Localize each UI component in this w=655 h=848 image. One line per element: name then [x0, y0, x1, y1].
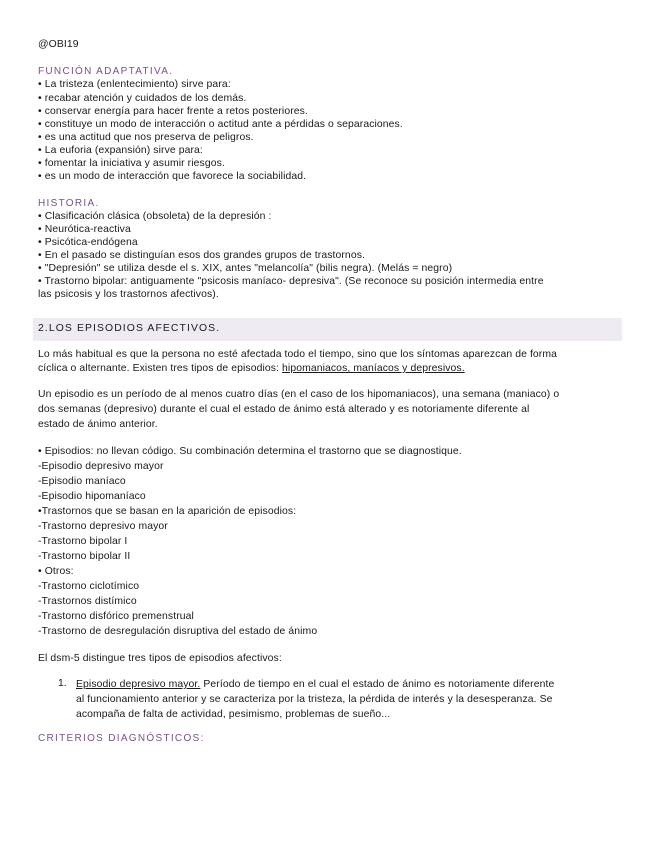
list-item: -Trastorno depresivo mayor: [38, 521, 168, 532]
paragraph-text: Período de tiempo en el cual el estado de ánimo es notoriamente diferente: [200, 679, 555, 690]
paragraph-line: Un episodio es un período de al menos cuatro días (en el caso de los hipomaniacos), una semana (maniaco) o: [38, 389, 560, 400]
section-heading-episodios: 2.LOS EPISODIOS AFECTIVOS.: [38, 323, 221, 334]
section-heading-criterios: CRITERIOS DIAGNÓSTICOS:: [38, 733, 205, 744]
list-item: • Trastorno bipolar: antiguamente "psicosis maníaco- depresiva". (Se reconoce su posición intermedia entre: [38, 276, 544, 287]
list-item: • Psicótica-endógena: [38, 237, 138, 248]
list-number: 1.: [58, 678, 67, 689]
paragraph-line: [38, 362, 465, 375]
numbered-item-line: [76, 678, 554, 691]
numbered-item-line: al funcionamiento anterior y se caracteriza por la tristeza, la pérdida de interés y la desesperanza. Se: [76, 694, 553, 705]
list-item: -Episodio depresivo mayor: [38, 461, 164, 472]
header-tag: @OBI19: [38, 39, 79, 50]
underlined-term: hipomaniacos, maníacos y depresivos.: [282, 363, 465, 374]
list-item: • conservar energía para hacer frente a retos posteriores.: [38, 106, 308, 117]
list-item: • "Depresión" se utiliza desde el s. XIX, antes "melancolía" (bilis negra). (Melás = negro): [38, 263, 453, 274]
list-item: • Clasificación clásica (obsoleta) de la depresión :: [38, 211, 272, 222]
list-item: • es una actitud que nos preserva de peligros.: [38, 132, 254, 143]
list-item: -Episodio maníaco: [38, 476, 126, 487]
list-item: -Trastornos distímico: [38, 596, 137, 607]
paragraph-line: dos semanas (depresivo) durante el cual el estado de ánimo está alterado y es notoriamente diferente al: [38, 404, 530, 415]
paragraph-line: estado de ánimo anterior.: [38, 419, 158, 430]
list-item: -Trastorno ciclotímico: [38, 581, 140, 592]
numbered-item-line: acompaña de falta de actividad, pesimismo, problemas de sueño...: [76, 709, 391, 720]
list-item: • En el pasado se distinguían esos dos grandes grupos de trastornos.: [38, 250, 365, 261]
list-item: -Episodio hipomaníaco: [38, 491, 146, 502]
list-item: • La euforia (expansión) sirve para:: [38, 145, 203, 156]
list-item: • Otros:: [38, 566, 74, 577]
list-item: -Trastorno de desregulación disruptiva del estado de ánimo: [38, 626, 318, 637]
list-item: • es un modo de interacción que favorece la sociabilidad.: [38, 171, 307, 182]
list-item: • fomentar la iniciativa y asumir riesgos.: [38, 158, 225, 169]
paragraph-line: Lo más habitual es que la persona no esté afectada todo el tiempo, sino que los síntomas aparezcan de forma: [38, 349, 558, 360]
paragraph-text: cíclica o alternante. Existen tres tipos de episodios:: [38, 363, 283, 374]
section-heading-historia: HISTORIA.: [38, 198, 100, 209]
list-item: • recabar atención y cuidados de los demás.: [38, 93, 247, 104]
paragraph-line: El dsm-5 distingue tres tipos de episodios afectivos:: [38, 653, 282, 664]
list-item: -Trastorno bipolar I: [38, 536, 128, 547]
list-item: • Neurótica-reactiva: [38, 224, 131, 235]
list-item: -Trastorno bipolar II: [38, 551, 131, 562]
list-item: -Trastorno disfórico premenstrual: [38, 611, 194, 622]
underlined-term: Episodio depresivo mayor.: [76, 679, 201, 690]
list-item-continuation: las psicosis y los trastornos afectivos).: [38, 289, 219, 300]
list-item: • constituye un modo de interacción o actitud ante a pérdidas o separaciones.: [38, 119, 403, 130]
section-heading-adaptativa: FUNCIÓN ADAPTATIVA.: [38, 66, 174, 77]
list-item: •Trastornos que se basan en la aparición de episodios:: [38, 506, 297, 517]
list-item: • La tristeza (enlentecimiento) sirve para:: [38, 79, 231, 90]
list-item: • Episodios: no llevan código. Su combinación determina el trastorno que se diagnostique.: [38, 446, 462, 457]
